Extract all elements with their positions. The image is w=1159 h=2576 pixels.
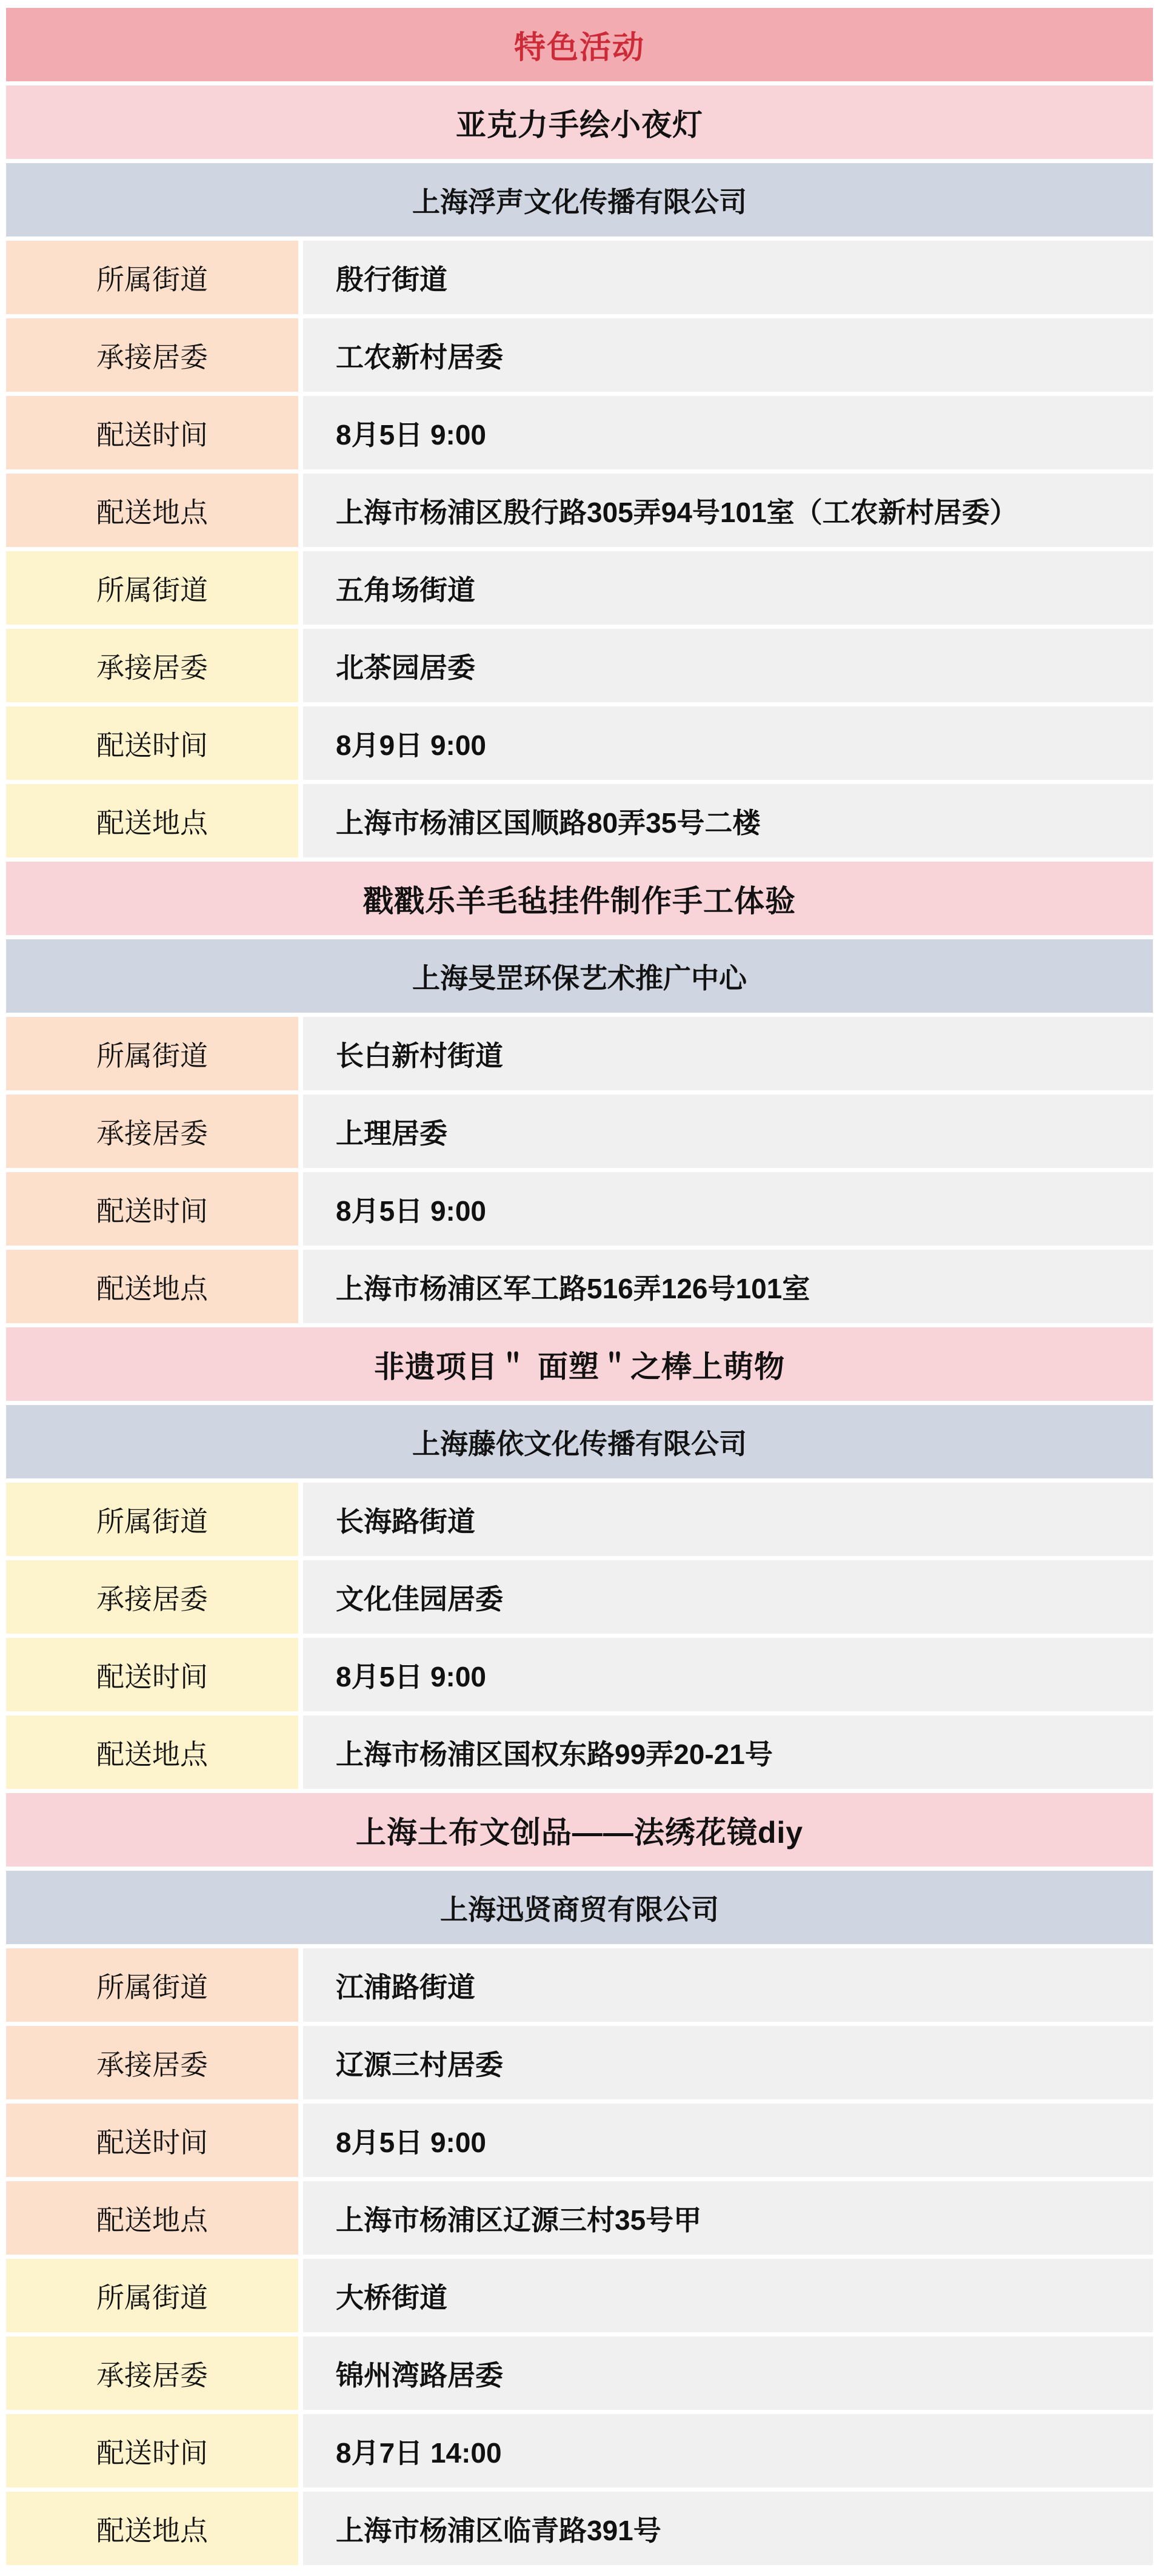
field-label-time: 配送时间 xyxy=(6,1172,298,1246)
field-label-committee: 承接居委 xyxy=(6,2026,298,2099)
field-value-committee: 北茶园居委 xyxy=(303,629,1153,702)
field-value-place: 上海市杨浦区临青路391号 xyxy=(303,2492,1153,2565)
field-value-street: 大桥街道 xyxy=(303,2259,1153,2332)
field-label-street: 所属街道 xyxy=(6,1017,298,1090)
activity-title: 非遗项目＂ 面塑＂之棒上萌物 xyxy=(6,1327,1153,1401)
table-row xyxy=(6,241,1153,314)
field-label-time: 配送时间 xyxy=(6,2104,298,2177)
table-row xyxy=(6,1017,1153,1090)
field-label-time: 配送时间 xyxy=(6,2414,298,2487)
table-row xyxy=(6,1483,1153,1556)
company-name: 上海浮声文化传播有限公司 xyxy=(6,163,1153,236)
field-label-street: 所属街道 xyxy=(6,241,298,314)
field-value-place: 上海市杨浦区国顺路80弄35号二楼 xyxy=(303,784,1153,857)
field-value-time: 8月5日 9:00 xyxy=(303,1172,1153,1246)
field-label-place: 配送地点 xyxy=(6,474,298,547)
activity-title: 戳戳乐羊毛毡挂件制作手工体验 xyxy=(6,862,1153,935)
field-value-street: 长海路街道 xyxy=(303,1483,1153,1556)
field-value-place: 上海市杨浦区军工路516弄126号101室 xyxy=(303,1250,1153,1323)
table-row xyxy=(6,1948,1153,2022)
field-label-place: 配送地点 xyxy=(6,1716,298,1789)
activity-title: 亚克力手绘小夜灯 xyxy=(6,86,1153,159)
field-value-committee: 锦州湾路居委 xyxy=(303,2336,1153,2410)
table-row xyxy=(6,1716,1153,1789)
field-value-committee: 辽源三村居委 xyxy=(303,2026,1153,2099)
field-label-committee: 承接居委 xyxy=(6,1560,298,1634)
company-name: 上海旻罡环保艺术推广中心 xyxy=(6,939,1153,1013)
field-value-time: 8月7日 14:00 xyxy=(303,2414,1153,2487)
field-value-time: 8月9日 9:00 xyxy=(303,706,1153,780)
table-row xyxy=(6,396,1153,469)
table-row xyxy=(6,2181,1153,2255)
field-value-committee: 上理居委 xyxy=(303,1095,1153,1168)
table-row xyxy=(6,2026,1153,2099)
activity-title: 上海土布文创品——法绣花镜diy xyxy=(6,1793,1153,1867)
field-label-place: 配送地点 xyxy=(6,2492,298,2565)
field-label-committee: 承接居委 xyxy=(6,2336,298,2410)
field-value-street: 江浦路街道 xyxy=(303,1948,1153,2022)
field-value-place: 上海市杨浦区殷行路305弄94号101室（工农新村居委） xyxy=(303,474,1153,547)
field-value-street: 长白新村街道 xyxy=(303,1017,1153,1090)
field-value-committee: 工农新村居委 xyxy=(303,318,1153,392)
table-row xyxy=(6,551,1153,625)
table-row xyxy=(6,629,1153,702)
field-label-street: 所属街道 xyxy=(6,551,298,625)
table-row xyxy=(6,1095,1153,1168)
table-row xyxy=(6,1250,1153,1323)
field-label-committee: 承接居委 xyxy=(6,1095,298,1168)
table-row xyxy=(6,2414,1153,2487)
company-name: 上海迅贤商贸有限公司 xyxy=(6,1871,1153,1944)
field-value-place: 上海市杨浦区国权东路99弄20-21号 xyxy=(303,1716,1153,1789)
field-label-street: 所属街道 xyxy=(6,2259,298,2332)
field-label-committee: 承接居委 xyxy=(6,629,298,702)
field-label-place: 配送地点 xyxy=(6,2181,298,2255)
field-label-committee: 承接居委 xyxy=(6,318,298,392)
field-value-time: 8月5日 9:00 xyxy=(303,396,1153,469)
field-label-time: 配送时间 xyxy=(6,706,298,780)
field-label-time: 配送时间 xyxy=(6,396,298,469)
table-row xyxy=(6,2259,1153,2332)
field-label-place: 配送地点 xyxy=(6,1250,298,1323)
field-value-street: 五角场街道 xyxy=(303,551,1153,625)
field-value-place: 上海市杨浦区辽源三村35号甲 xyxy=(303,2181,1153,2255)
field-value-time: 8月5日 9:00 xyxy=(303,1638,1153,1711)
field-label-street: 所属街道 xyxy=(6,1483,298,1556)
table-row xyxy=(6,2104,1153,2177)
table-row xyxy=(6,474,1153,547)
field-label-time: 配送时间 xyxy=(6,1638,298,1711)
table-row xyxy=(6,2492,1153,2565)
table-row xyxy=(6,318,1153,392)
table-row xyxy=(6,1172,1153,1246)
field-value-street: 殷行街道 xyxy=(303,241,1153,314)
field-value-committee: 文化佳园居委 xyxy=(303,1560,1153,1634)
page-title: 特色活动 xyxy=(6,8,1153,81)
table-row xyxy=(6,784,1153,857)
table-row xyxy=(6,1560,1153,1634)
table-row xyxy=(6,1638,1153,1711)
field-value-time: 8月5日 9:00 xyxy=(303,2104,1153,2177)
field-label-place: 配送地点 xyxy=(6,784,298,857)
table-row xyxy=(6,2336,1153,2410)
field-label-street: 所属街道 xyxy=(6,1948,298,2022)
table-row xyxy=(6,706,1153,780)
company-name: 上海藤依文化传播有限公司 xyxy=(6,1405,1153,1478)
